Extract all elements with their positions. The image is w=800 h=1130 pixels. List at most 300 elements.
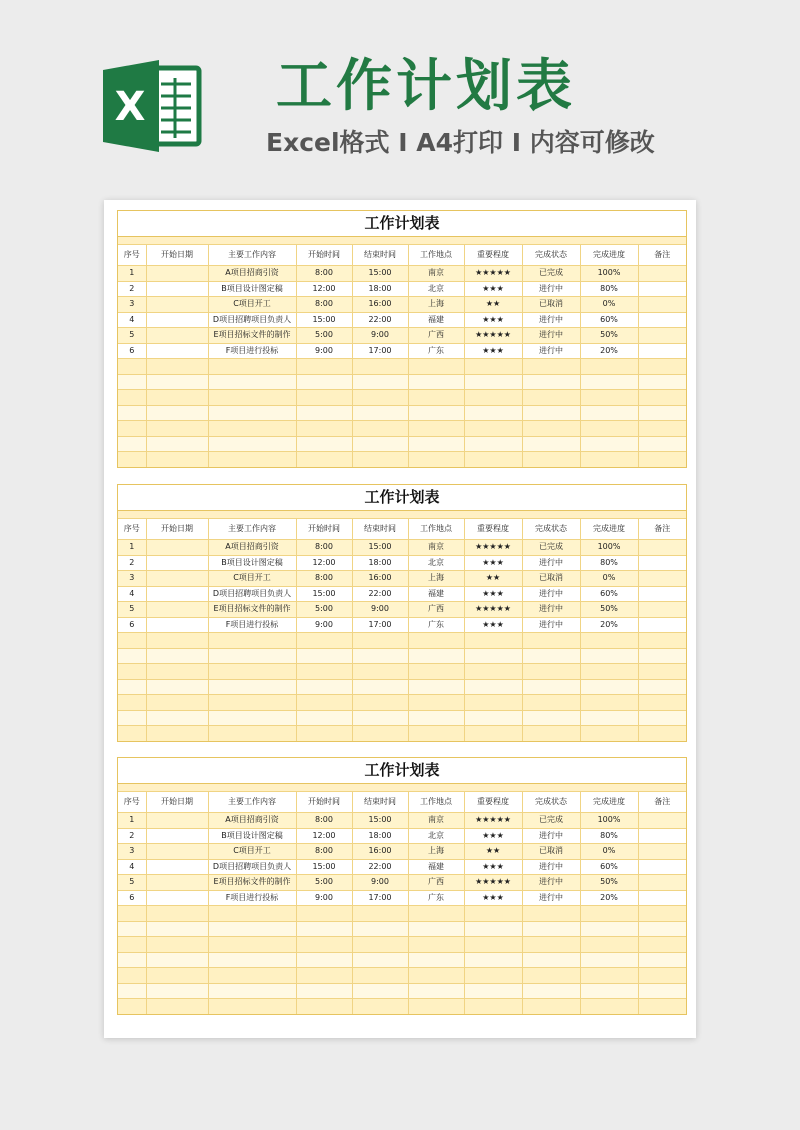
empty-cell[interactable] bbox=[580, 906, 638, 922]
empty-cell[interactable] bbox=[352, 983, 408, 999]
empty-cell[interactable] bbox=[408, 405, 464, 421]
table-cell[interactable]: 12:00 bbox=[296, 828, 352, 844]
empty-cell[interactable] bbox=[580, 726, 638, 741]
table-cell[interactable]: 1 bbox=[118, 540, 146, 556]
empty-cell[interactable] bbox=[638, 906, 686, 922]
table-cell[interactable] bbox=[146, 890, 208, 906]
empty-cell[interactable] bbox=[580, 695, 638, 711]
table-cell[interactable]: 8:00 bbox=[296, 844, 352, 860]
table-cell[interactable]: B项目设计图定稿 bbox=[208, 828, 296, 844]
table-cell[interactable]: 15:00 bbox=[296, 586, 352, 602]
table-cell[interactable]: 4 bbox=[118, 586, 146, 602]
empty-cell[interactable] bbox=[146, 937, 208, 953]
table-cell[interactable]: 17:00 bbox=[352, 343, 408, 359]
table-cell[interactable]: ★★ bbox=[464, 844, 522, 860]
empty-cell[interactable] bbox=[522, 405, 580, 421]
empty-cell[interactable] bbox=[638, 405, 686, 421]
empty-cell[interactable] bbox=[638, 421, 686, 437]
empty-cell[interactable] bbox=[580, 952, 638, 968]
empty-cell[interactable] bbox=[408, 359, 464, 375]
table-cell[interactable]: 福建 bbox=[408, 312, 464, 328]
empty-cell[interactable] bbox=[296, 390, 352, 406]
empty-cell[interactable] bbox=[118, 921, 146, 937]
empty-cell[interactable] bbox=[522, 952, 580, 968]
empty-cell[interactable] bbox=[464, 421, 522, 437]
table-cell[interactable] bbox=[146, 343, 208, 359]
table-cell[interactable]: 50% bbox=[580, 875, 638, 891]
table-cell[interactable]: A项目招商引资 bbox=[208, 813, 296, 829]
empty-cell[interactable] bbox=[522, 390, 580, 406]
table-cell[interactable]: ★★★★★ bbox=[464, 540, 522, 556]
table-cell[interactable] bbox=[638, 328, 686, 344]
table-cell[interactable]: 15:00 bbox=[352, 540, 408, 556]
table-cell[interactable]: 60% bbox=[580, 586, 638, 602]
empty-cell[interactable] bbox=[208, 999, 296, 1014]
table-cell[interactable]: 福建 bbox=[408, 586, 464, 602]
table-cell[interactable]: 4 bbox=[118, 312, 146, 328]
empty-cell[interactable] bbox=[146, 664, 208, 680]
table-cell[interactable]: ★★★ bbox=[464, 281, 522, 297]
empty-cell[interactable] bbox=[408, 726, 464, 741]
empty-cell[interactable] bbox=[464, 710, 522, 726]
empty-cell[interactable] bbox=[118, 906, 146, 922]
table-cell[interactable]: 进行中 bbox=[522, 555, 580, 571]
table-cell[interactable]: 3 bbox=[118, 844, 146, 860]
table-cell[interactable]: 22:00 bbox=[352, 586, 408, 602]
table-cell[interactable]: 12:00 bbox=[296, 281, 352, 297]
empty-cell[interactable] bbox=[118, 452, 146, 467]
table-cell[interactable]: 进行中 bbox=[522, 617, 580, 633]
table-cell[interactable]: A项目招商引资 bbox=[208, 540, 296, 556]
empty-cell[interactable] bbox=[580, 937, 638, 953]
table-cell[interactable] bbox=[638, 844, 686, 860]
empty-cell[interactable] bbox=[146, 374, 208, 390]
table-cell[interactable] bbox=[638, 266, 686, 282]
empty-cell[interactable] bbox=[296, 968, 352, 984]
empty-cell[interactable] bbox=[208, 937, 296, 953]
empty-cell[interactable] bbox=[352, 679, 408, 695]
empty-cell[interactable] bbox=[208, 921, 296, 937]
empty-cell[interactable] bbox=[580, 664, 638, 680]
empty-cell[interactable] bbox=[208, 633, 296, 649]
empty-cell[interactable] bbox=[464, 921, 522, 937]
empty-cell[interactable] bbox=[638, 695, 686, 711]
empty-cell[interactable] bbox=[146, 648, 208, 664]
empty-cell[interactable] bbox=[580, 390, 638, 406]
table-cell[interactable]: ★★★ bbox=[464, 312, 522, 328]
table-cell[interactable] bbox=[638, 297, 686, 313]
table-cell[interactable]: 5:00 bbox=[296, 328, 352, 344]
empty-cell[interactable] bbox=[638, 726, 686, 741]
empty-cell[interactable] bbox=[638, 983, 686, 999]
empty-cell[interactable] bbox=[146, 968, 208, 984]
table-cell[interactable]: B项目设计图定稿 bbox=[208, 281, 296, 297]
empty-cell[interactable] bbox=[208, 710, 296, 726]
table-cell[interactable] bbox=[146, 617, 208, 633]
empty-cell[interactable] bbox=[522, 421, 580, 437]
empty-cell[interactable] bbox=[296, 695, 352, 711]
table-cell[interactable] bbox=[146, 602, 208, 618]
empty-cell[interactable] bbox=[580, 710, 638, 726]
empty-cell[interactable] bbox=[208, 726, 296, 741]
empty-cell[interactable] bbox=[408, 452, 464, 467]
table-cell[interactable]: 100% bbox=[580, 540, 638, 556]
table-cell[interactable] bbox=[638, 617, 686, 633]
table-cell[interactable] bbox=[638, 890, 686, 906]
empty-cell[interactable] bbox=[118, 633, 146, 649]
table-cell[interactable]: 20% bbox=[580, 617, 638, 633]
empty-cell[interactable] bbox=[464, 648, 522, 664]
empty-cell[interactable] bbox=[208, 648, 296, 664]
empty-cell[interactable] bbox=[146, 421, 208, 437]
table-cell[interactable]: 南京 bbox=[408, 540, 464, 556]
empty-cell[interactable] bbox=[580, 983, 638, 999]
empty-cell[interactable] bbox=[522, 906, 580, 922]
empty-cell[interactable] bbox=[296, 710, 352, 726]
table-cell[interactable] bbox=[146, 875, 208, 891]
table-cell[interactable]: 北京 bbox=[408, 281, 464, 297]
empty-cell[interactable] bbox=[118, 968, 146, 984]
empty-cell[interactable] bbox=[296, 679, 352, 695]
table-cell[interactable] bbox=[638, 859, 686, 875]
table-cell[interactable]: 18:00 bbox=[352, 281, 408, 297]
empty-cell[interactable] bbox=[118, 983, 146, 999]
empty-cell[interactable] bbox=[464, 405, 522, 421]
empty-cell[interactable] bbox=[638, 374, 686, 390]
table-cell[interactable]: ★★★★★ bbox=[464, 328, 522, 344]
empty-cell[interactable] bbox=[296, 648, 352, 664]
empty-cell[interactable] bbox=[146, 921, 208, 937]
table-cell[interactable] bbox=[638, 571, 686, 587]
table-cell[interactable]: 0% bbox=[580, 571, 638, 587]
empty-cell[interactable] bbox=[638, 937, 686, 953]
table-cell[interactable] bbox=[638, 813, 686, 829]
table-cell[interactable]: 进行中 bbox=[522, 602, 580, 618]
table-cell[interactable]: 15:00 bbox=[352, 813, 408, 829]
table-cell[interactable]: 上海 bbox=[408, 297, 464, 313]
empty-cell[interactable] bbox=[464, 633, 522, 649]
table-cell[interactable]: 已取消 bbox=[522, 844, 580, 860]
table-cell[interactable]: 已完成 bbox=[522, 266, 580, 282]
empty-cell[interactable] bbox=[118, 359, 146, 375]
empty-cell[interactable] bbox=[146, 390, 208, 406]
table-cell[interactable]: D项目招聘项目负责人 bbox=[208, 859, 296, 875]
empty-cell[interactable] bbox=[146, 710, 208, 726]
table-cell[interactable]: 16:00 bbox=[352, 844, 408, 860]
table-cell[interactable] bbox=[638, 586, 686, 602]
table-cell[interactable]: 进行中 bbox=[522, 328, 580, 344]
empty-cell[interactable] bbox=[208, 968, 296, 984]
empty-cell[interactable] bbox=[296, 421, 352, 437]
empty-cell[interactable] bbox=[208, 421, 296, 437]
empty-cell[interactable] bbox=[522, 999, 580, 1014]
table-cell[interactable]: B项目设计图定稿 bbox=[208, 555, 296, 571]
empty-cell[interactable] bbox=[118, 952, 146, 968]
table-cell[interactable]: 8:00 bbox=[296, 813, 352, 829]
table-cell[interactable]: ★★★ bbox=[464, 828, 522, 844]
table-cell[interactable]: ★★★★★ bbox=[464, 602, 522, 618]
table-cell[interactable]: 进行中 bbox=[522, 875, 580, 891]
table-cell[interactable]: 9:00 bbox=[296, 343, 352, 359]
empty-cell[interactable] bbox=[146, 633, 208, 649]
empty-cell[interactable] bbox=[580, 421, 638, 437]
empty-cell[interactable] bbox=[352, 906, 408, 922]
empty-cell[interactable] bbox=[146, 359, 208, 375]
table-cell[interactable]: 2 bbox=[118, 555, 146, 571]
table-cell[interactable] bbox=[146, 328, 208, 344]
table-cell[interactable]: 20% bbox=[580, 343, 638, 359]
empty-cell[interactable] bbox=[408, 921, 464, 937]
table-cell[interactable]: 22:00 bbox=[352, 859, 408, 875]
table-cell[interactable]: 8:00 bbox=[296, 297, 352, 313]
empty-cell[interactable] bbox=[580, 921, 638, 937]
table-cell[interactable] bbox=[146, 813, 208, 829]
empty-cell[interactable] bbox=[118, 436, 146, 452]
table-cell[interactable]: 2 bbox=[118, 281, 146, 297]
empty-cell[interactable] bbox=[408, 421, 464, 437]
table-cell[interactable]: 进行中 bbox=[522, 281, 580, 297]
empty-cell[interactable] bbox=[408, 952, 464, 968]
empty-cell[interactable] bbox=[118, 390, 146, 406]
empty-cell[interactable] bbox=[118, 374, 146, 390]
table-cell[interactable]: ★★★ bbox=[464, 617, 522, 633]
empty-cell[interactable] bbox=[118, 679, 146, 695]
empty-cell[interactable] bbox=[296, 921, 352, 937]
empty-cell[interactable] bbox=[522, 359, 580, 375]
table-cell[interactable]: 22:00 bbox=[352, 312, 408, 328]
empty-cell[interactable] bbox=[522, 983, 580, 999]
empty-cell[interactable] bbox=[580, 452, 638, 467]
table-cell[interactable]: ★★★★★ bbox=[464, 875, 522, 891]
empty-cell[interactable] bbox=[146, 679, 208, 695]
table-cell[interactable]: 福建 bbox=[408, 859, 464, 875]
table-cell[interactable]: 20% bbox=[580, 890, 638, 906]
table-cell[interactable]: 18:00 bbox=[352, 555, 408, 571]
table-cell[interactable] bbox=[146, 859, 208, 875]
empty-cell[interactable] bbox=[118, 710, 146, 726]
empty-cell[interactable] bbox=[638, 710, 686, 726]
empty-cell[interactable] bbox=[146, 906, 208, 922]
table-cell[interactable]: 进行中 bbox=[522, 586, 580, 602]
empty-cell[interactable] bbox=[638, 952, 686, 968]
table-cell[interactable]: 8:00 bbox=[296, 540, 352, 556]
empty-cell[interactable] bbox=[352, 664, 408, 680]
empty-cell[interactable] bbox=[464, 906, 522, 922]
empty-cell[interactable] bbox=[522, 664, 580, 680]
empty-cell[interactable] bbox=[146, 726, 208, 741]
empty-cell[interactable] bbox=[208, 906, 296, 922]
empty-cell[interactable] bbox=[408, 968, 464, 984]
empty-cell[interactable] bbox=[118, 648, 146, 664]
empty-cell[interactable] bbox=[522, 374, 580, 390]
table-cell[interactable]: 北京 bbox=[408, 555, 464, 571]
empty-cell[interactable] bbox=[208, 405, 296, 421]
empty-cell[interactable] bbox=[146, 999, 208, 1014]
empty-cell[interactable] bbox=[580, 436, 638, 452]
empty-cell[interactable] bbox=[464, 359, 522, 375]
empty-cell[interactable] bbox=[296, 937, 352, 953]
empty-cell[interactable] bbox=[464, 452, 522, 467]
empty-cell[interactable] bbox=[296, 726, 352, 741]
empty-cell[interactable] bbox=[638, 664, 686, 680]
empty-cell[interactable] bbox=[352, 937, 408, 953]
table-cell[interactable]: 100% bbox=[580, 266, 638, 282]
empty-cell[interactable] bbox=[118, 405, 146, 421]
table-cell[interactable] bbox=[638, 602, 686, 618]
empty-cell[interactable] bbox=[296, 664, 352, 680]
table-cell[interactable]: ★★★★★ bbox=[464, 813, 522, 829]
empty-cell[interactable] bbox=[146, 695, 208, 711]
empty-cell[interactable] bbox=[464, 937, 522, 953]
table-cell[interactable]: 6 bbox=[118, 343, 146, 359]
empty-cell[interactable] bbox=[522, 695, 580, 711]
table-cell[interactable]: 已取消 bbox=[522, 297, 580, 313]
empty-cell[interactable] bbox=[296, 374, 352, 390]
empty-cell[interactable] bbox=[208, 374, 296, 390]
empty-cell[interactable] bbox=[464, 983, 522, 999]
table-cell[interactable]: ★★★ bbox=[464, 859, 522, 875]
table-cell[interactable]: ★★★★★ bbox=[464, 266, 522, 282]
table-cell[interactable]: E项目招标文件的制作 bbox=[208, 602, 296, 618]
table-cell[interactable]: 15:00 bbox=[296, 312, 352, 328]
empty-cell[interactable] bbox=[522, 679, 580, 695]
table-cell[interactable]: 50% bbox=[580, 602, 638, 618]
empty-cell[interactable] bbox=[638, 452, 686, 467]
empty-cell[interactable] bbox=[208, 664, 296, 680]
table-cell[interactable]: F项目进行投标 bbox=[208, 890, 296, 906]
empty-cell[interactable] bbox=[352, 921, 408, 937]
table-cell[interactable]: ★★★ bbox=[464, 890, 522, 906]
table-cell[interactable]: 16:00 bbox=[352, 571, 408, 587]
table-cell[interactable] bbox=[146, 297, 208, 313]
table-cell[interactable]: 广西 bbox=[408, 602, 464, 618]
empty-cell[interactable] bbox=[638, 679, 686, 695]
table-cell[interactable]: 3 bbox=[118, 297, 146, 313]
empty-cell[interactable] bbox=[352, 633, 408, 649]
empty-cell[interactable] bbox=[208, 695, 296, 711]
empty-cell[interactable] bbox=[352, 390, 408, 406]
table-cell[interactable]: 广东 bbox=[408, 343, 464, 359]
empty-cell[interactable] bbox=[208, 359, 296, 375]
table-cell[interactable]: 18:00 bbox=[352, 828, 408, 844]
empty-cell[interactable] bbox=[464, 999, 522, 1014]
table-cell[interactable]: 进行中 bbox=[522, 890, 580, 906]
table-cell[interactable] bbox=[146, 571, 208, 587]
table-cell[interactable]: 3 bbox=[118, 571, 146, 587]
empty-cell[interactable] bbox=[352, 710, 408, 726]
table-cell[interactable] bbox=[146, 844, 208, 860]
empty-cell[interactable] bbox=[580, 968, 638, 984]
empty-cell[interactable] bbox=[408, 679, 464, 695]
empty-cell[interactable] bbox=[296, 633, 352, 649]
table-cell[interactable]: 60% bbox=[580, 312, 638, 328]
table-cell[interactable]: 北京 bbox=[408, 828, 464, 844]
empty-cell[interactable] bbox=[522, 648, 580, 664]
table-cell[interactable]: 0% bbox=[580, 297, 638, 313]
empty-cell[interactable] bbox=[638, 390, 686, 406]
table-cell[interactable]: C项目开工 bbox=[208, 571, 296, 587]
empty-cell[interactable] bbox=[464, 664, 522, 680]
empty-cell[interactable] bbox=[408, 390, 464, 406]
empty-cell[interactable] bbox=[580, 633, 638, 649]
empty-cell[interactable] bbox=[464, 726, 522, 741]
empty-cell[interactable] bbox=[118, 726, 146, 741]
empty-cell[interactable] bbox=[464, 695, 522, 711]
empty-cell[interactable] bbox=[522, 726, 580, 741]
empty-cell[interactable] bbox=[146, 952, 208, 968]
empty-cell[interactable] bbox=[408, 374, 464, 390]
table-cell[interactable]: 已完成 bbox=[522, 540, 580, 556]
empty-cell[interactable] bbox=[464, 679, 522, 695]
table-cell[interactable] bbox=[638, 555, 686, 571]
empty-cell[interactable] bbox=[464, 952, 522, 968]
empty-cell[interactable] bbox=[296, 452, 352, 467]
empty-cell[interactable] bbox=[208, 679, 296, 695]
table-cell[interactable]: D项目招聘项目负责人 bbox=[208, 586, 296, 602]
table-cell[interactable] bbox=[146, 266, 208, 282]
empty-cell[interactable] bbox=[352, 421, 408, 437]
empty-cell[interactable] bbox=[522, 452, 580, 467]
table-cell[interactable]: 9:00 bbox=[296, 890, 352, 906]
empty-cell[interactable] bbox=[296, 436, 352, 452]
empty-cell[interactable] bbox=[522, 710, 580, 726]
empty-cell[interactable] bbox=[352, 726, 408, 741]
table-cell[interactable]: ★★★ bbox=[464, 555, 522, 571]
empty-cell[interactable] bbox=[408, 983, 464, 999]
empty-cell[interactable] bbox=[352, 695, 408, 711]
table-cell[interactable] bbox=[638, 312, 686, 328]
empty-cell[interactable] bbox=[208, 390, 296, 406]
empty-cell[interactable] bbox=[352, 359, 408, 375]
empty-cell[interactable] bbox=[638, 648, 686, 664]
table-cell[interactable]: ★★★ bbox=[464, 586, 522, 602]
table-cell[interactable] bbox=[146, 281, 208, 297]
table-cell[interactable] bbox=[638, 875, 686, 891]
empty-cell[interactable] bbox=[580, 405, 638, 421]
table-cell[interactable]: 5:00 bbox=[296, 602, 352, 618]
table-cell[interactable]: 南京 bbox=[408, 813, 464, 829]
table-cell[interactable]: ★★ bbox=[464, 297, 522, 313]
empty-cell[interactable] bbox=[352, 452, 408, 467]
empty-cell[interactable] bbox=[352, 952, 408, 968]
table-cell[interactable] bbox=[146, 586, 208, 602]
empty-cell[interactable] bbox=[208, 452, 296, 467]
table-cell[interactable]: 进行中 bbox=[522, 828, 580, 844]
empty-cell[interactable] bbox=[522, 937, 580, 953]
table-cell[interactable]: C项目开工 bbox=[208, 297, 296, 313]
empty-cell[interactable] bbox=[352, 648, 408, 664]
empty-cell[interactable] bbox=[118, 937, 146, 953]
table-cell[interactable]: 6 bbox=[118, 617, 146, 633]
table-cell[interactable]: 5 bbox=[118, 328, 146, 344]
table-cell[interactable] bbox=[638, 281, 686, 297]
table-cell[interactable]: 8:00 bbox=[296, 266, 352, 282]
table-cell[interactable]: ★★★ bbox=[464, 343, 522, 359]
empty-cell[interactable] bbox=[352, 405, 408, 421]
empty-cell[interactable] bbox=[522, 633, 580, 649]
empty-cell[interactable] bbox=[580, 679, 638, 695]
empty-cell[interactable] bbox=[208, 983, 296, 999]
empty-cell[interactable] bbox=[146, 983, 208, 999]
table-cell[interactable]: 广东 bbox=[408, 617, 464, 633]
table-cell[interactable]: D项目招聘项目负责人 bbox=[208, 312, 296, 328]
empty-cell[interactable] bbox=[146, 436, 208, 452]
table-cell[interactable]: 8:00 bbox=[296, 571, 352, 587]
table-cell[interactable]: 5 bbox=[118, 875, 146, 891]
table-cell[interactable] bbox=[146, 540, 208, 556]
empty-cell[interactable] bbox=[296, 952, 352, 968]
empty-cell[interactable] bbox=[118, 421, 146, 437]
